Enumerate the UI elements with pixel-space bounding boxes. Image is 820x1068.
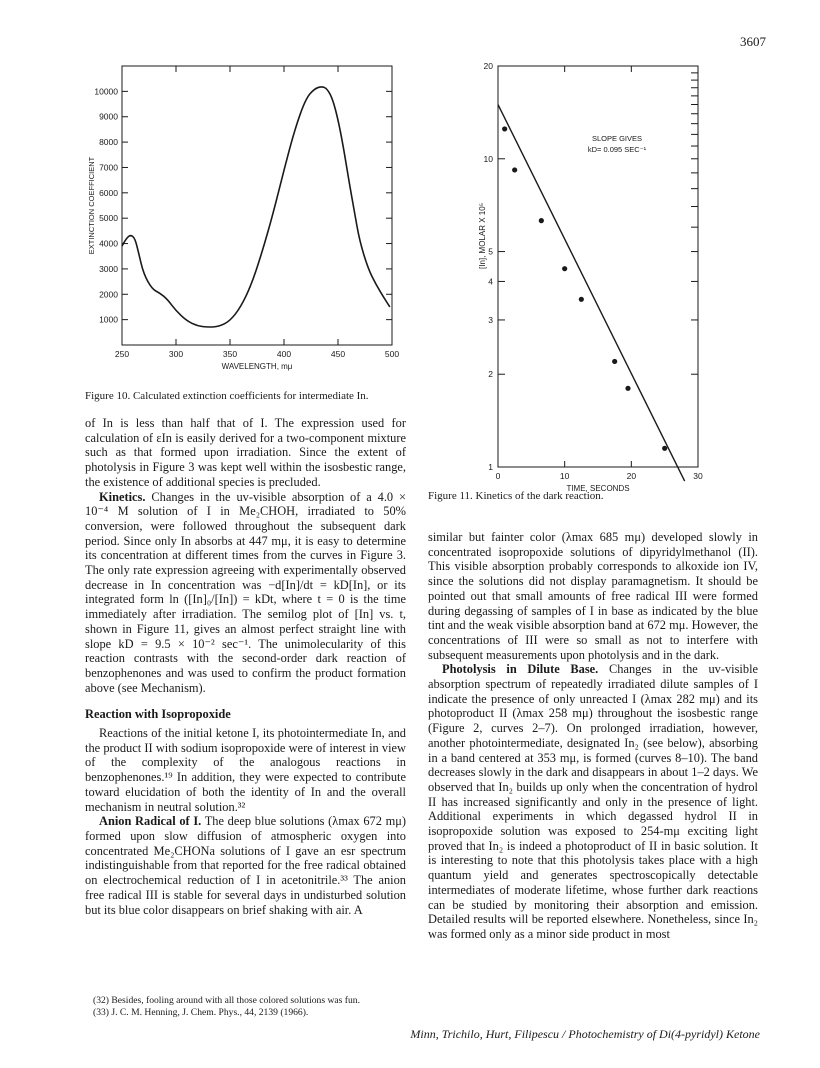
plot-frame — [498, 66, 698, 467]
y-tick-label: 10000 — [94, 86, 118, 97]
run-in-heading: Photolysis in Dilute Base. — [442, 662, 599, 677]
spectrum-curve — [122, 87, 390, 327]
figure-10-chart — [80, 58, 420, 378]
paragraph: of In is less than half that of I. The expression used for calculation of εIn is easily derived for a two-component mixture such as that formed upon irradiation. Since the extent of photolysis in Figure 3 was kept well within the isosbestic range, the existence of additional species is precluded. — [85, 416, 406, 489]
x-tick-label: 400 — [276, 349, 292, 359]
data-point — [539, 218, 544, 223]
y-tick-label: 1 — [488, 462, 493, 472]
x-tick-label: 20 — [626, 471, 637, 481]
x-tick-label: 500 — [384, 349, 400, 359]
y-tick-label: 5000 — [99, 213, 118, 224]
x-tick-label: 30 — [693, 471, 703, 481]
y-tick-label: 2 — [488, 369, 493, 380]
paragraph — [85, 490, 406, 696]
y-tick-label: 4000 — [99, 238, 118, 249]
y-tick-label: 3 — [488, 314, 493, 325]
y-tick-label: 20 — [483, 61, 493, 71]
x-tick-label: 250 — [114, 349, 130, 359]
footnote: (32) Besides, fooling around with all those colored solutions was fun. — [93, 995, 360, 1006]
data-point — [625, 386, 630, 391]
paragraph — [428, 662, 758, 941]
y-tick-label: 5 — [488, 246, 493, 257]
x-tick-label: 350 — [222, 349, 238, 359]
y-tick-label: 10 — [483, 153, 493, 164]
x-tick-label: 300 — [168, 349, 184, 359]
data-point — [512, 167, 517, 172]
run-in-heading: Kinetics. — [99, 489, 146, 504]
fit-line — [495, 105, 685, 482]
y-tick-label: 7000 — [99, 162, 118, 173]
section-heading: Reaction with Isopropoxide — [85, 707, 231, 722]
left-column-text — [85, 416, 406, 917]
y-tick-label: 1000 — [99, 314, 118, 325]
data-point — [502, 126, 507, 131]
slope-annotation-line-2: kD= 0.095 SEC⁻¹ — [587, 145, 647, 154]
data-point — [612, 359, 617, 364]
paragraph-text: The deep blue solutions (λmax 672 mμ) formed upon slow diffusion of atmospheric oxygen into concentrated Me₂CHONa solutions of I gave an esr spectrum indistinguishable from that reported for the free radical obtained on electrochemical reduction of I in acetonitrile.³³ The anion free radical III is stable for several days in undisturbed solution but its blue color disappears on brief shaking with air. A — [85, 814, 406, 917]
x-axis-label: WAVELENGTH, mμ — [221, 362, 293, 371]
y-tick-label: 8000 — [99, 137, 118, 148]
x-tick-label: 10 — [559, 471, 570, 481]
slope-annotation-line-1: SLOPE GIVES — [591, 134, 643, 143]
paragraph-text: Changes in the uv-visible absorption of a 4.0 × 10⁻⁴ M solution of I in Me₂CHOH, irradiated to 50% conversion, were followed throughout the subsequent dark period. Since only In absorbs at 447 mμ, it is easy to determine its concentration at different times from the curves in Figure 3. The only rate expression agreeing with experimentally observed decrease in In concentration was −d[In]/dt = kD[In], or its integrated form ln ([In]₀/[In]) = kDt, where t = 0 is the time immediately after irradiation. The semilog plot of [In] vs. t, shown in Figure 11, gives an almost perfect straight line with slope kD = 9.5 × 10⁻² sec⁻¹. The unimolecularity of this reaction contrasts with the second-order dark reaction of benzophenones and was used to confirm the product formation above (see Mechanism). — [85, 489, 406, 695]
data-point — [662, 446, 667, 451]
y-tick-label: 9000 — [99, 111, 118, 122]
y-axis-label: EXTINCTION COEFFICIENT — [87, 156, 96, 255]
footnotes — [85, 995, 415, 1019]
y-axis-label: [In], MOLAR X 10⁵ — [478, 202, 487, 270]
x-tick-label: 450 — [330, 349, 346, 359]
right-column-text — [428, 530, 758, 942]
x-axis-label: TIME, SECONDS — [566, 484, 630, 493]
paragraph-text: Changes in the uv-visible absorption spectrum of repeatedly irradiated dilute samples of I indicate the presence of only unreacted I (λmax 282 mμ) and its photoproduct II (λmax 258 mμ) throughout the isosbestic range (Figure 2, curves 2–7). On prolonged irradiation, however, another photointermediate, designated In₂ (see below), absorbing in a band centered at 353 mμ, is formed (curves 8–10). The band decreases slowly in the dark and disappears in about 1–2 days. We observed that In₂ builds up only when the concentration of hydrol II has increased significantly and only in the presence of light. Additional experiments in which degassed hydrol II in isopropoxide solution was exposed to 254-mμ exciting light proved that In₂ is indeed a photoproduct of II in basic solution. It is interesting to note that this photolysis takes place with a high quantum yield and generates spectroscopically detectable intermediates of moderate lifetime, whose further dark reactions can be studied by monitoring their absorption and emission. Detailed results will be reported elsewhere. Nonetheless, since In₂ was formed only as a minor side product in most — [428, 662, 759, 941]
data-point — [579, 297, 584, 302]
figure-11-caption: Figure 11. Kinetics of the dark reaction. — [428, 490, 604, 502]
y-tick-label: 6000 — [99, 187, 118, 198]
x-tick-label: 0 — [495, 471, 501, 481]
running-footer: Minn, Trichilo, Hurt, Filipescu / Photochemistry of Di(4-pyridyl) Ketone — [410, 1027, 760, 1041]
paragraph — [85, 814, 406, 917]
run-in-heading: Anion Radical of I. — [99, 814, 202, 829]
page-number: 3607 — [740, 34, 766, 49]
y-tick-label: 4 — [488, 276, 493, 287]
paragraph: similar but fainter color (λmax 685 mμ) developed slowly in concentrated isopropoxide solutions of dipyridylmethanol (II). This visible absorption probably corresponds to alkoxide ion IV, since the solutions did not display paramagnetism. It should be pointed out that small amounts of free radical III were formed during degassing of samples of I in base as indicated by the blue tint and the weak visible absorption band at 672 mμ. However, the concentrations of III were so small as not to interfere with subsequent measurements upon photolysis and in the dark. — [428, 530, 758, 662]
plot-frame — [122, 66, 392, 345]
figure-10-caption: Figure 10. Calculated extinction coefficients for intermediate In. — [85, 390, 369, 402]
figure-11-chart — [465, 55, 715, 493]
data-point — [562, 266, 567, 271]
footnote: (33) J. C. M. Henning, J. Chem. Phys., 44, 2139 (1966). — [93, 1007, 309, 1018]
y-tick-label: 3000 — [99, 263, 118, 274]
y-tick-label: 2000 — [99, 289, 118, 300]
paragraph: Reactions of the initial ketone I, its photointermediate In, and the product II with sodium isopropoxide were of interest in view of the complexity of the analogous reactions in benzophenones.¹⁹ In addition, they were expected to contribute toward elucidation of both the identity of In and the overall mechanism in neutral solution.³² — [85, 726, 406, 814]
